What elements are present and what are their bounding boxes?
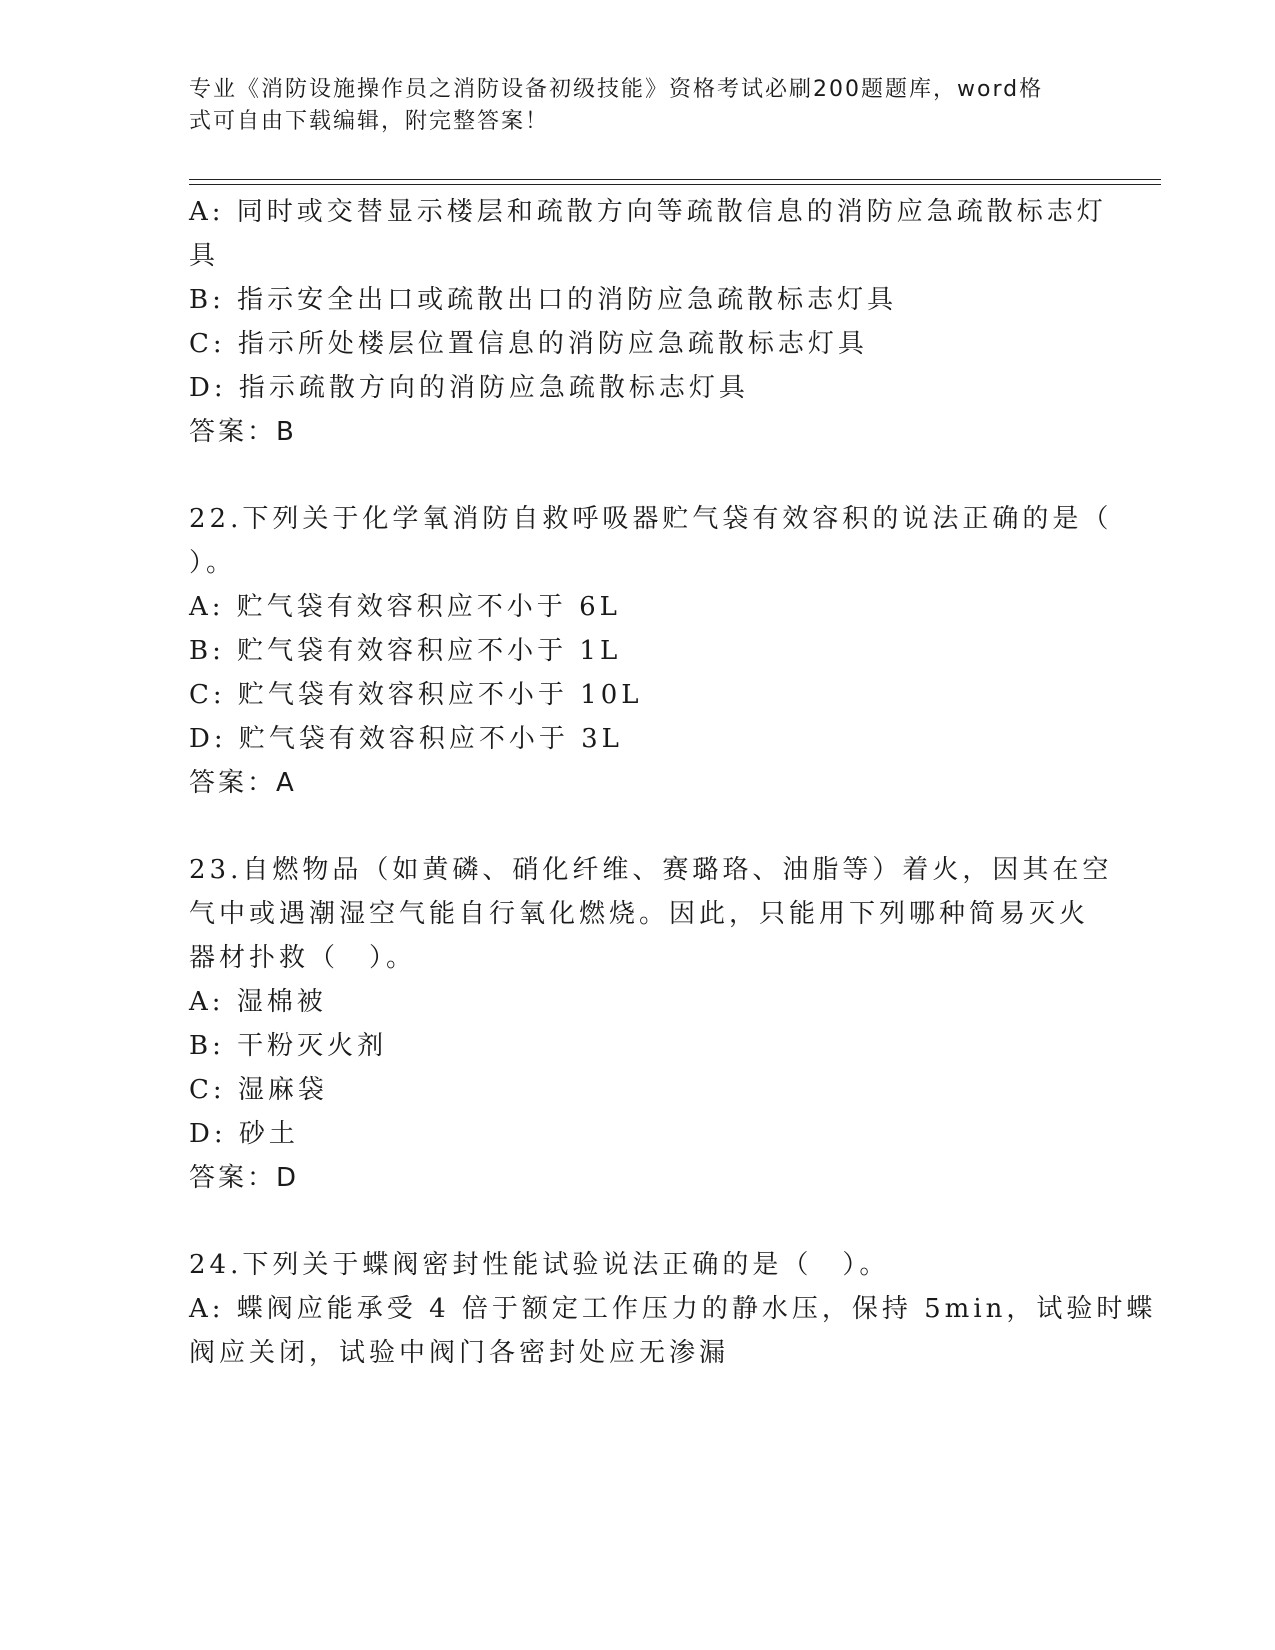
q24-option-a-line-1: A: 蝶阀应能承受 4 倍于额定工作压力的静水压，保持 5min，试验时蝶 <box>189 1294 1157 1324</box>
header-line-1: 专业《消防设施操作员之消防设备初级技能》资格考试必刷200题题库，word格 <box>189 77 1044 102</box>
q22-option-d: D: 贮气袋有效容积应不小于 3L <box>189 724 623 754</box>
q24-option-a-line-2: 阀应关闭，试验中阀门各密封处应无渗漏 <box>189 1338 730 1368</box>
q22-stem-line-1: 22.下列关于化学氧消防自救呼吸器贮气袋有效容积的说法正确的是（ <box>189 504 1113 534</box>
q24-stem-line-1: 24.下列关于蝶阀密封性能试验说法正确的是（ ）。 <box>189 1250 890 1280</box>
q23-option-a: A: 湿棉被 <box>189 987 327 1017</box>
q21-option-d: D: 指示疏散方向的消防应急疏散标志灯具 <box>189 373 749 403</box>
q23-stem-line-1: 23.自燃物品（如黄磷、硝化纤维、赛璐珞、油脂等）着火，因其在空 <box>189 855 1113 885</box>
q22-stem-line-2: ）。 <box>189 548 237 578</box>
q21-option-a-line-2: 具 <box>189 241 220 271</box>
q23-option-c: C: 湿麻袋 <box>189 1075 328 1105</box>
q22-option-a: A: 贮气袋有效容积应不小于 6L <box>189 592 621 622</box>
q22-option-c: C: 贮气袋有效容积应不小于 10L <box>189 680 643 710</box>
header-divider-bottom <box>189 184 1161 185</box>
q21-option-b: B: 指示安全出口或疏散出口的消防应急疏散标志灯具 <box>189 285 898 315</box>
q23-option-b: B: 干粉灭火剂 <box>189 1031 388 1061</box>
q23-stem-line-3: 器材扑救（ ）。 <box>189 943 417 973</box>
q23-stem-line-2: 气中或遇潮湿空气能自行氧化燃烧。因此，只能用下列哪种简易灭火 <box>189 899 1090 929</box>
document-header <box>189 74 1089 138</box>
q21-answer: 答案：B <box>189 417 297 447</box>
q22-option-b: B: 贮气袋有效容积应不小于 1L <box>189 636 622 666</box>
q21-option-c: C: 指示所处楼层位置信息的消防应急疏散标志灯具 <box>189 329 868 359</box>
q23-option-d: D: 砂土 <box>189 1119 299 1149</box>
header-line-2: 式可自由下载编辑，附完整答案！ <box>189 109 550 134</box>
q23-answer: 答案：D <box>189 1163 300 1193</box>
header-divider-top <box>189 179 1161 180</box>
q22-answer: 答案：A <box>189 768 297 798</box>
q21-option-a-line-1: A: 同时或交替显示楼层和疏散方向等疏散信息的消防应急疏散标志灯 <box>189 197 1107 227</box>
